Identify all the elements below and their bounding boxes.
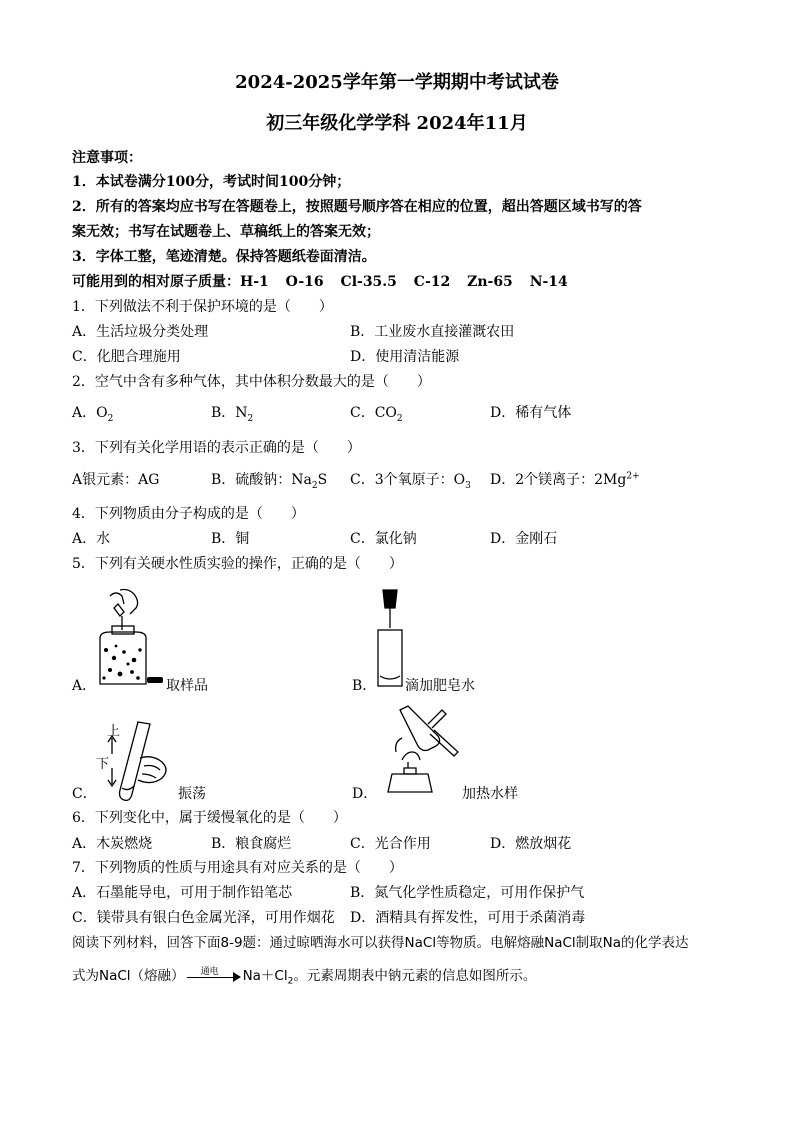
atomic-mass-zn: Zn-65 (467, 274, 513, 290)
q5-option-d-caption: 加热水样 (462, 786, 518, 802)
atomic-mass-c: C-12 (413, 274, 451, 290)
atomic-mass-o: O-16 (285, 274, 324, 290)
q4-option-a: A．水 (72, 531, 111, 547)
q7-option-b: B．氮气化学性质稳定，可用作保护气 (350, 885, 585, 901)
notice-item-3: 3．字体工整，笔迹清楚。保持答题纸卷面清洁。 (72, 249, 376, 265)
q5-option-b-label: B． (352, 678, 377, 694)
reaction-arrow: 通电 (185, 966, 243, 986)
q5-c-up-label: 上 (107, 724, 121, 739)
atomic-mass-h: H-1 (240, 274, 269, 290)
q5-stem: 5．下列有关硬水性质实验的操作，正确的是（ ） (72, 556, 403, 572)
q2-option-a: A．$O_2$ (72, 405, 114, 424)
heat-tube-figure (378, 704, 464, 796)
q6-option-c: C．光合作用 (350, 836, 431, 852)
q1-option-b: B．工业废水直接灌溉农田 (350, 324, 515, 340)
q7-option-d: D．酒精具有挥发性，可用于杀菌消毒 (350, 910, 586, 926)
q6-stem: 6．下列变化中，属于缓慢氧化的是（ ） (72, 810, 347, 826)
q1-stem: 1．下列做法不利于保护环境的是（ ） (72, 299, 333, 315)
atomic-mass-line (72, 272, 568, 292)
q2-stem: 2．空气中含有多种气体，其中体积分数最大的是（ ） (72, 374, 431, 390)
q3-stem: 3．下列有关化学用语的表示正确的是（ ） (72, 440, 361, 456)
q5-option-c-label: C． (72, 786, 97, 802)
q4-stem: 4．下列物质由分子构成的是（ ） (72, 506, 305, 522)
exam-subtitle: 初三年级化学学科 2024年11月 (266, 113, 528, 134)
q2-option-d: D．稀有气体 (490, 405, 572, 421)
q5-option-a-label: A． (72, 678, 97, 694)
q5-c-down-label: 下 (96, 757, 110, 772)
atomic-mass-n: N-14 (529, 274, 568, 290)
notice-heading: 注意事项： (72, 150, 142, 166)
q7-stem: 7．下列物质的性质与用途具有对应关系的是（ ） (72, 860, 403, 876)
q5-option-d-label: D． (352, 786, 378, 802)
q4-option-b: B．铜 (211, 531, 250, 547)
q5-option-b-caption: 滴加肥皂水 (405, 678, 475, 694)
q1-option-a: A．生活垃圾分类处理 (72, 324, 209, 340)
q3-option-c: C．3个氧原子：$O_3$ (350, 472, 471, 491)
q1-option-d: D．使用清洁能源 (350, 349, 460, 365)
q6-option-d: D．燃放烟花 (490, 836, 572, 852)
bottle-stopper-figure (146, 675, 164, 685)
q4-option-c: C．氯化钠 (350, 531, 417, 547)
reading-line-2: 式为NaCl（熔融） 通电 $Na+Cl_2$。元素周期表中钠元素的信息如图所示。 (72, 967, 537, 987)
atomic-mass-cl: Cl-35.5 (340, 274, 397, 290)
atomic-mass-label: 可能用到的相对原子质量： (72, 274, 240, 290)
q6-option-a: A．木炭燃烧 (72, 836, 153, 852)
q3-option-d: D．2个镁离子：$2Mg^{2+}$ (490, 471, 640, 488)
notice-item-1: 1．本试卷满分100分，考试时间100分钟； (72, 174, 351, 190)
q5-option-c-caption: 振荡 (178, 786, 206, 802)
q5-option-a-caption: 取样品 (166, 678, 208, 694)
q3-option-a: A银元素：AG (72, 472, 160, 488)
q7-option-a: A．石墨能导电，可用于制作铅笔芯 (72, 885, 293, 901)
q2-option-b: B．$N_2$ (211, 405, 254, 424)
q7-option-c: C．镁带具有银白色金属光泽，可用作烟花 (72, 910, 335, 926)
exam-title: 2024-2025学年第一学期期中考试试卷 (235, 72, 559, 93)
q1-option-c: C．化肥合理施用 (72, 349, 181, 365)
q4-option-d: D．金刚石 (490, 531, 558, 547)
reading-line-1: 阅读下列材料，回答下面8-9题：通过晾晒海水可以获得NaCl等物质。电解熔融NaCl制取Na的化学表达 (72, 935, 689, 951)
q6-option-b: B．粮食腐烂 (211, 836, 292, 852)
q2-option-c: C．$CO_2$ (350, 405, 403, 424)
notice-item-2: 2．所有的答案均应书写在答题卷上，按照题号顺序答在相应的位置，超出答题区域书写的答 (72, 199, 642, 215)
notice-item-2-cont: 案无效；书写在试题卷上、草稿纸上的答案无效； (72, 224, 380, 240)
q3-option-b: B．硫酸钠：$Na_2S$ (211, 472, 328, 491)
